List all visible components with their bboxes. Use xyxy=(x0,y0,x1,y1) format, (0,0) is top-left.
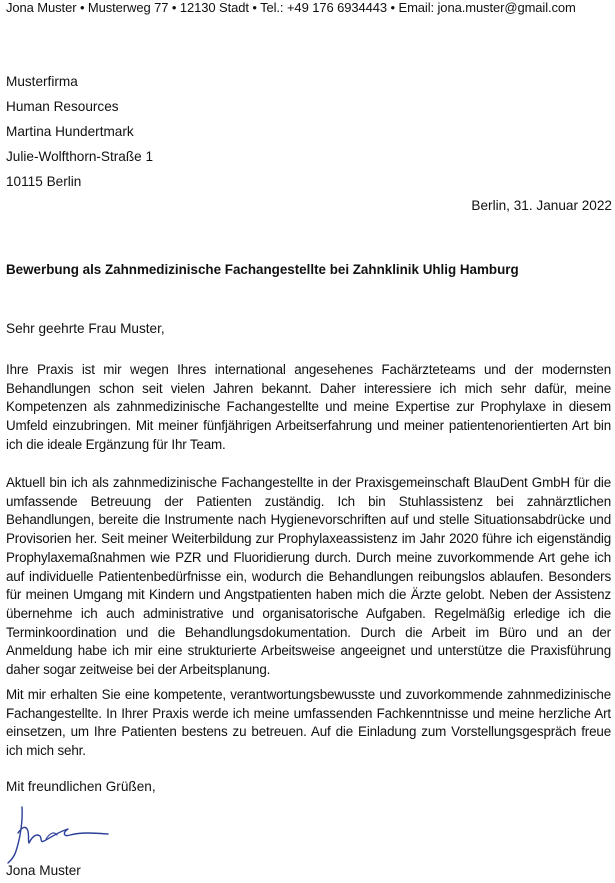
recipient-company: Musterfirma xyxy=(6,74,78,89)
recipient-contact: Martina Hundertmark xyxy=(6,124,134,139)
handwritten-signature xyxy=(2,803,112,865)
signature-stroke xyxy=(8,807,108,863)
recipient-department: Human Resources xyxy=(6,99,119,114)
closing-phrase: Mit freundlichen Grüßen, xyxy=(6,779,156,794)
letter-date: Berlin, 31. Januar 2022 xyxy=(471,198,612,213)
sender-contact-line: Jona Muster • Musterweg 77 • 12130 Stadt • Tel.: +49 176 6934443 • Email: jona.muster@gmail.com xyxy=(6,0,576,15)
signer-name: Jona Muster xyxy=(6,863,81,878)
recipient-address-block xyxy=(6,72,153,197)
recipient-street: Julie-Wolfthorn-Straße 1 xyxy=(6,149,154,164)
signature-stroke xyxy=(46,833,57,839)
recipient-city: 10115 Berlin xyxy=(6,174,82,189)
letter-subject: Bewerbung als Zahnmedizinische Fachangestellte bei Zahnklinik Uhlig Hamburg xyxy=(6,262,519,277)
body-paragraph-1: Ihre Praxis ist mir wegen Ihres international angesehenes Fachärzteteams und der modernsten Behandlungen schon seit vielen Jahren bekannt. Daher interessiere ich mich sehr dafür, meine Kompetenzen als zahnmedizinische Fachangestellte und meine Expertise zur Prophylaxe in diesem Umfeld einzubringen. Mit meiner fünfjährigen Arbeitserfahrung und meiner patientenorientierten Art bin ich die ideale Ergänzung für Ihr Team. xyxy=(6,362,611,452)
body-paragraph-2: Aktuell bin ich als zahnmedizinische Fachangestellte in der Praxisgemeinschaft BlauDent GmbH für die umfassende Betreuung der Patienten zuständig. Ich bin Stuhlassistenz bei zahnärztlichen Behandlungen, bereite die Instrumente nach Hygienevorschriften auf und stelle Situationsabdrücke und Provisorien her. Seit meiner Weiterbildung zur Prophylaxeassistenz im Jahr 2020 führe ich eigenständig Prophylaxemaßnahmen wie PZR und Fluoridierung durch. Durch meine zuvorkommende Art gehe ich auf individuelle Patientenbedürfnisse ein, wodurch die Behandlungen reibungslos ablaufen. Besonders für meinen Umgang mit Kindern und Angstpatienten haben mich die Ärzte gelobt. Neben der Assistenz übernehme ich auch administrative und organisatorische Aufgaben. Regelmäßig erledige ich die Terminkoordination und die Behandlungsdokumentation. Durch die Arbeit im Büro und an der Anmeldung habe ich mir eine strukturierte Arbeitsweise angeeignet und unterstütze die Praxisführung daher sogar zeitweise bei der Arbeitsplanung. xyxy=(6,475,611,678)
salutation: Sehr geehrte Frau Muster, xyxy=(6,321,165,336)
body-paragraph-3: Mit mir erhalten Sie eine kompetente, verantwortungsbewusste und zuvorkommende zahnmedizinische Fachangestellte. In Ihrer Praxis werde ich meine umfassenden Fachkenntnisse und meine herzliche Art einsetzen, um Ihre Patienten bestens zu betreuen. Auf die Einladung zum Vorstellungsgespräch freue ich mich sehr. xyxy=(6,687,611,759)
